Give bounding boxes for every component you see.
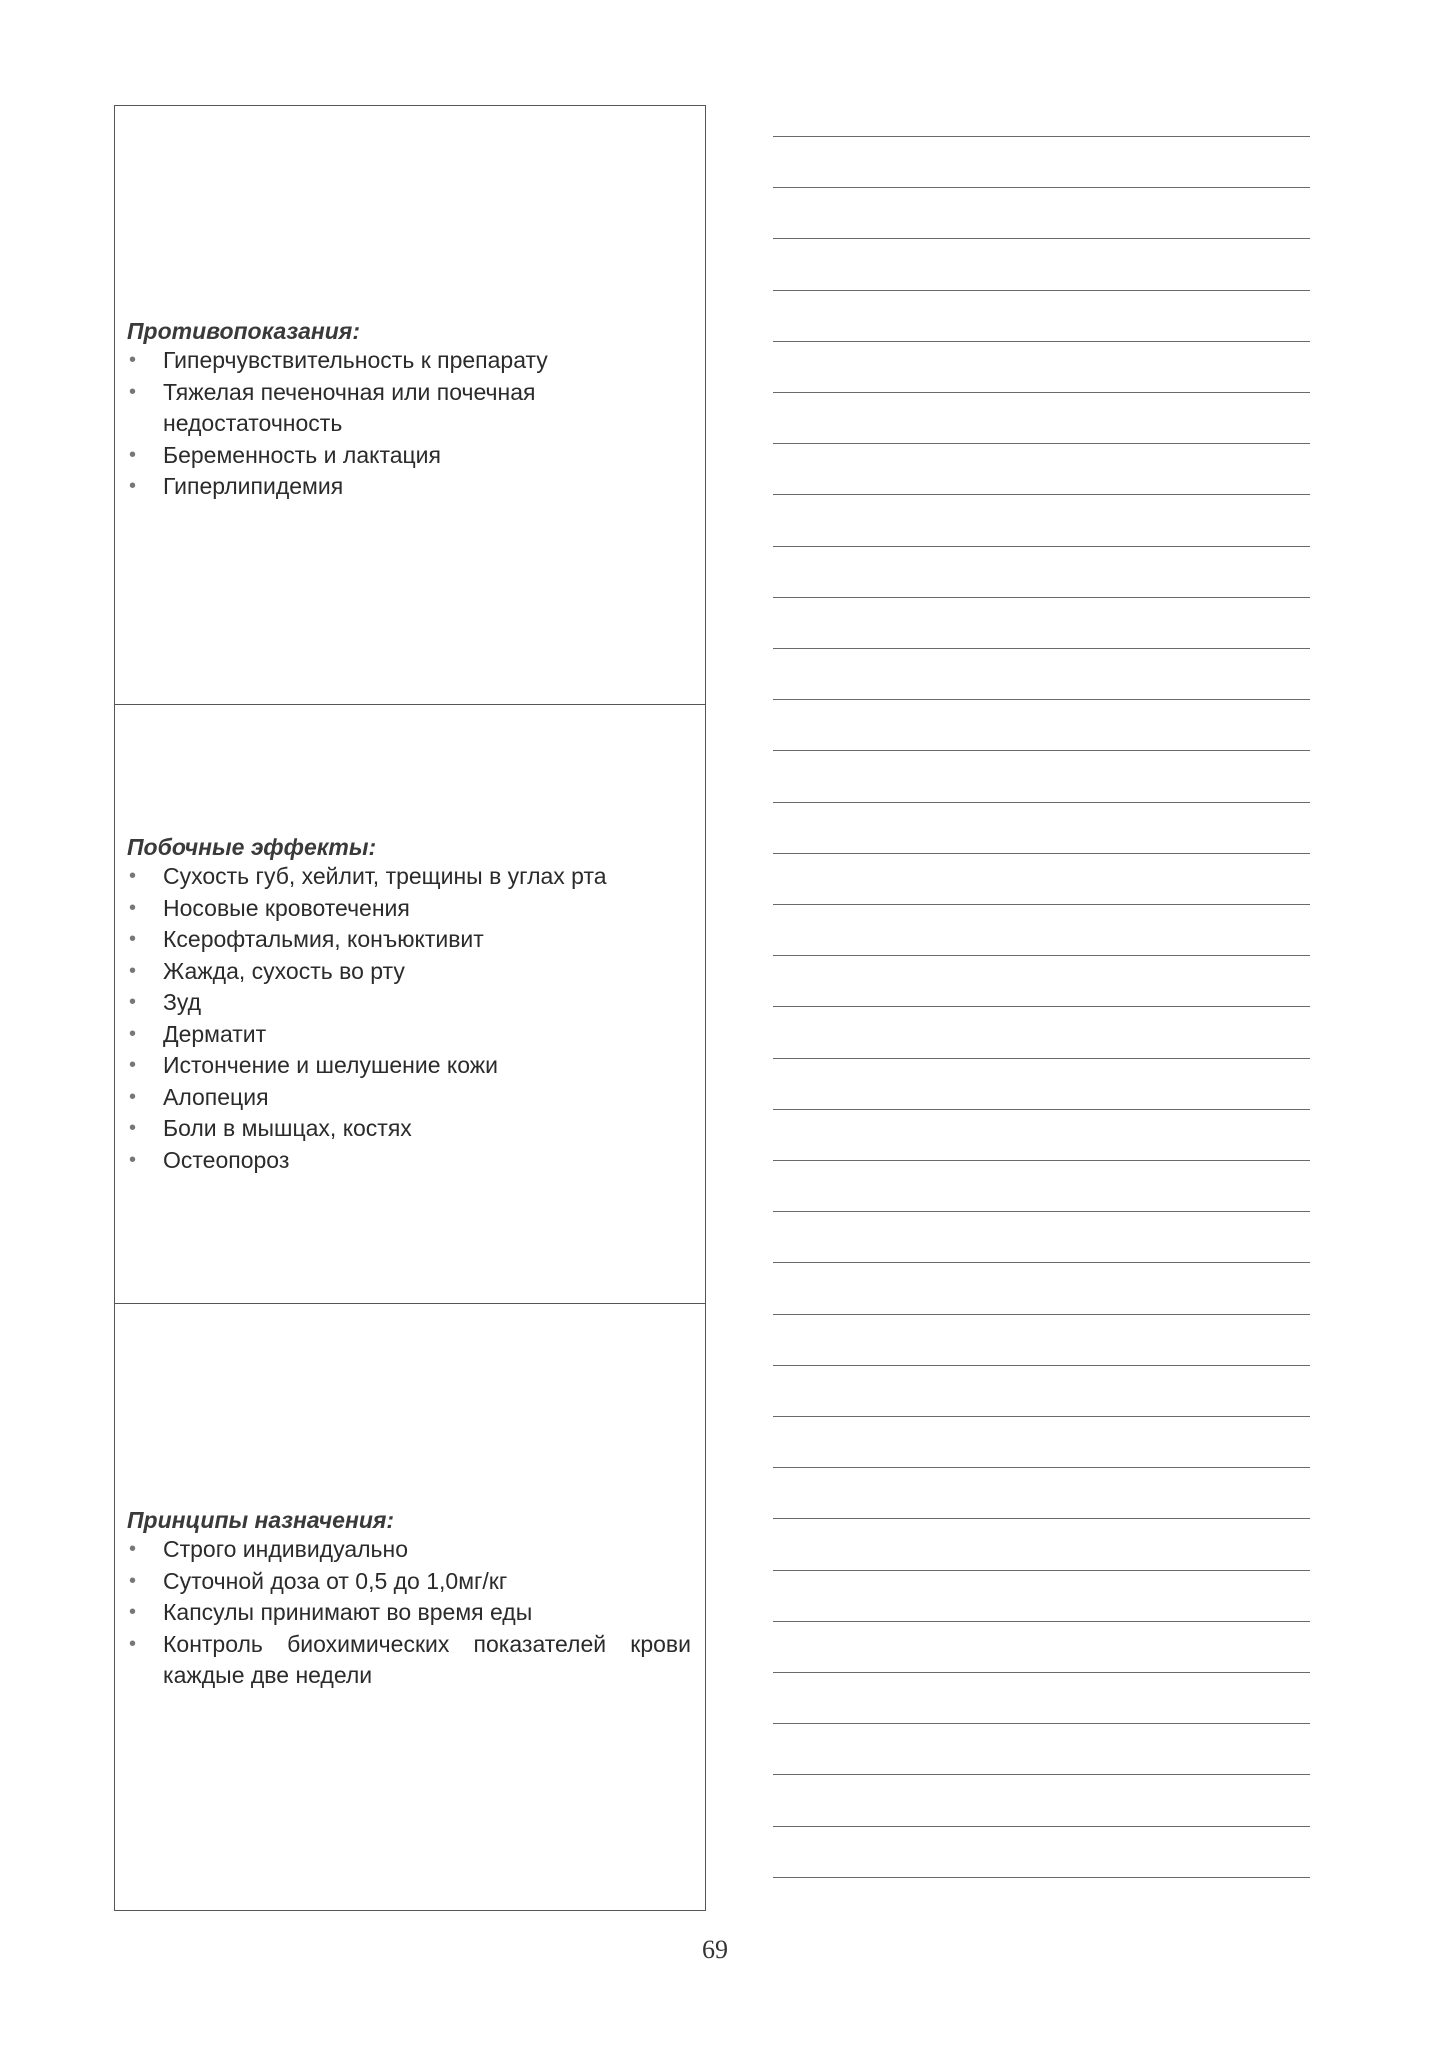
section-title-prescription-principles: Принципы назначения: xyxy=(127,1507,395,1533)
note-line xyxy=(773,443,1310,444)
list-item: • Жажда, сухость во рту xyxy=(127,956,691,988)
note-line xyxy=(773,1877,1310,1878)
note-line xyxy=(773,238,1310,239)
note-line xyxy=(773,1518,1310,1519)
side-effects-list xyxy=(127,861,691,1176)
note-line xyxy=(773,341,1310,342)
contraindications-list xyxy=(127,345,691,503)
note-line xyxy=(773,955,1310,956)
note-line xyxy=(773,187,1310,188)
note-line xyxy=(773,1211,1310,1212)
note-line xyxy=(773,1416,1310,1417)
note-line xyxy=(773,1006,1310,1007)
list-item: • Гиперчувствительность к препарату xyxy=(127,345,691,377)
note-line xyxy=(773,546,1310,547)
note-line xyxy=(773,494,1310,495)
note-line xyxy=(773,136,1310,137)
note-line xyxy=(773,1058,1310,1059)
note-line xyxy=(773,1160,1310,1161)
note-line xyxy=(773,290,1310,291)
note-line xyxy=(773,597,1310,598)
list-item: • Строго индивидуально xyxy=(127,1534,691,1566)
list-item: • Капсулы принимают во время еды xyxy=(127,1597,691,1629)
note-line xyxy=(773,1109,1310,1110)
list-item: • Истончение и шелушение кожи xyxy=(127,1050,691,1082)
contraindications-panel xyxy=(114,105,706,705)
note-line xyxy=(773,904,1310,905)
page-number: 69 xyxy=(702,1935,728,1964)
list-item: • Остеопороз xyxy=(127,1145,691,1177)
note-line xyxy=(773,1314,1310,1315)
list-item: • Боли в мышцах, костях xyxy=(127,1113,691,1145)
note-line xyxy=(773,1774,1310,1775)
list-item: • Контроль биохимических показателей крови каждые две недели xyxy=(127,1629,691,1692)
list-item: • Сухость губ, хейлит, трещины в углах рта xyxy=(127,861,691,893)
note-line xyxy=(773,699,1310,700)
note-line xyxy=(773,1262,1310,1263)
note-line xyxy=(773,1570,1310,1571)
note-line xyxy=(773,853,1310,854)
note-line xyxy=(773,648,1310,649)
list-item: • Ксерофтальмия, конъюктивит xyxy=(127,924,691,956)
note-line xyxy=(773,1365,1310,1366)
note-line xyxy=(773,392,1310,393)
section-title-contraindications: Противопоказания: xyxy=(127,318,361,344)
list-item: • Зуд xyxy=(127,987,691,1019)
side-effects-panel xyxy=(114,704,706,1304)
note-line xyxy=(773,1467,1310,1468)
list-item: • Алопеция xyxy=(127,1082,691,1114)
list-item: • Беременность и лактация xyxy=(127,440,691,472)
prescription-principles-list xyxy=(127,1534,691,1692)
note-line xyxy=(773,1672,1310,1673)
prescription-principles-panel xyxy=(114,1303,706,1911)
list-item: • Носовые кровотечения xyxy=(127,893,691,925)
note-line xyxy=(773,802,1310,803)
list-item: • Гиперлипидемия xyxy=(127,471,691,503)
list-item: • Суточной доза от 0,5 до 1,0мг/кг xyxy=(127,1566,691,1598)
note-line xyxy=(773,1723,1310,1724)
note-line xyxy=(773,1621,1310,1622)
section-title-side-effects: Побочные эффекты: xyxy=(127,834,377,860)
note-line xyxy=(773,1826,1310,1827)
list-item: • Тяжелая печеночная или почечная недостаточность xyxy=(127,377,691,440)
list-item: • Дерматит xyxy=(127,1019,691,1051)
note-line xyxy=(773,750,1310,751)
